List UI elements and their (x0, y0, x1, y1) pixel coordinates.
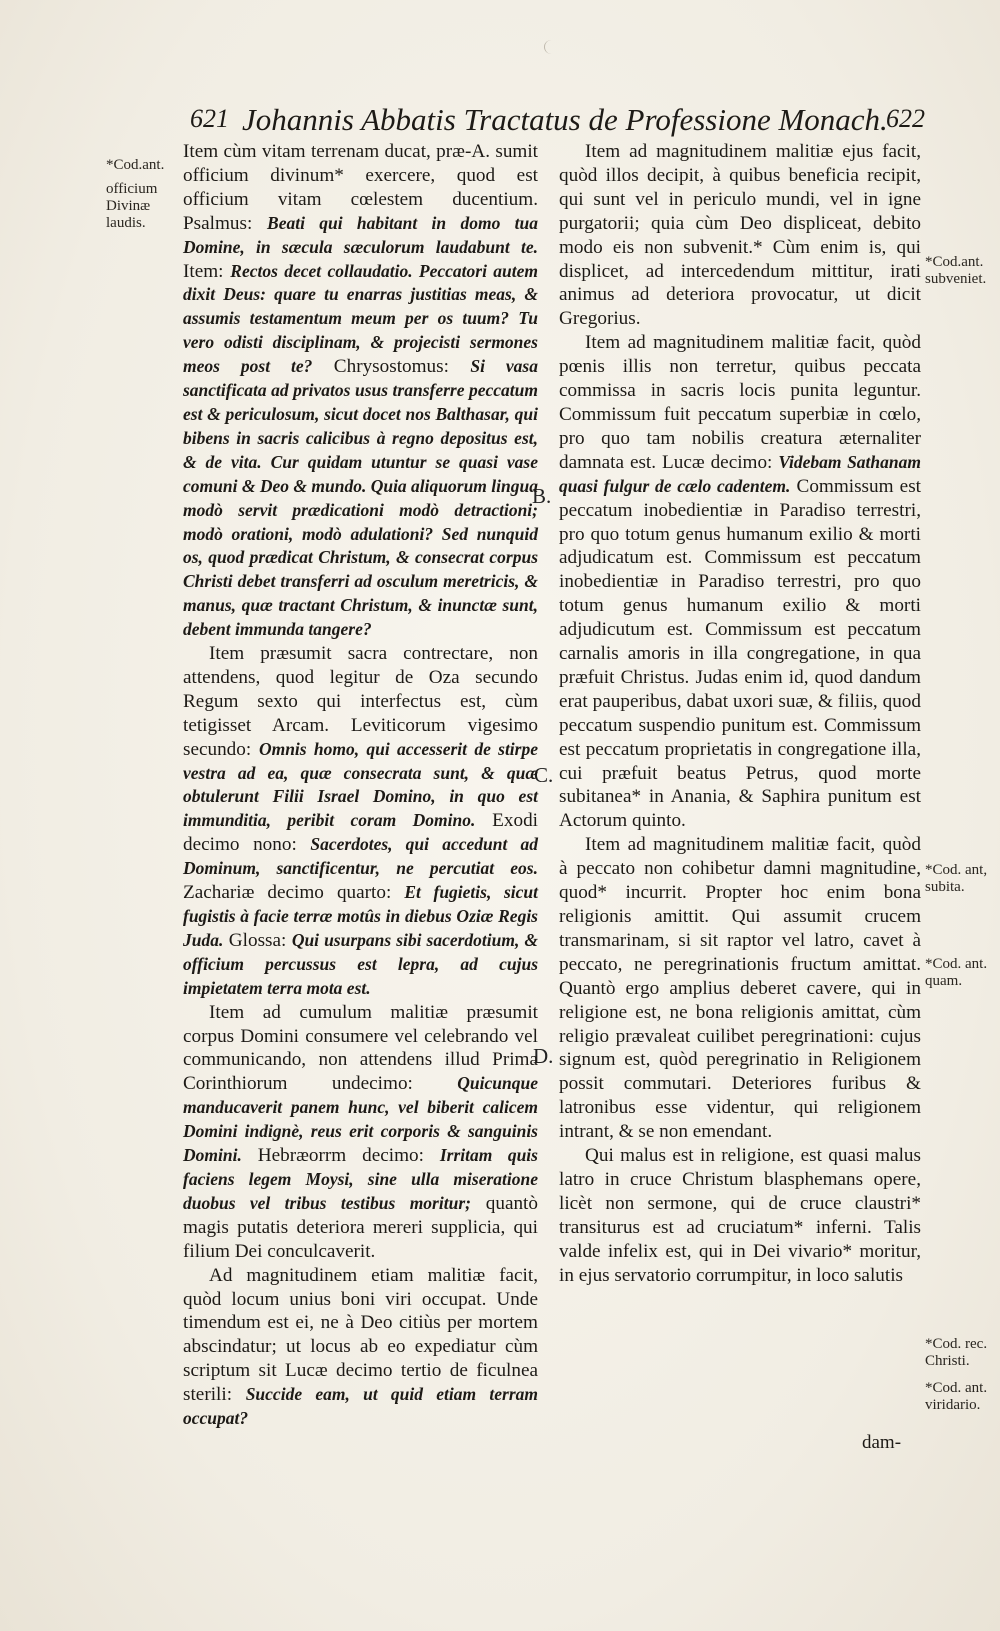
left-column (183, 140, 538, 1431)
margin-note-officium: officium Divinæ laudis. (106, 181, 158, 231)
margin-note-subveniet: *Cod.ant. subveniet. (925, 254, 987, 287)
margin-note-viridario: *Cod. ant. viridario. (925, 1380, 988, 1413)
margin-note-subita: *Cod. ant, subita. (925, 862, 988, 895)
page-number-right: 622 (886, 104, 925, 133)
running-title: Johannis Abbatis Tractatus de Professione Monach. (242, 102, 888, 137)
paragraph: Ad magnitudinem etiam malitiæ facit, quòd locum unius boni viri occupat. Unde timendum est ei, ne à Deo citiùs per mortem abscindatur; ut locus ab eo expediatur cùm scriptum sit Lucæ decimo tertio de ficulnea sterili: Succide eam, ut quid etiam terram occupat? (183, 1264, 538, 1429)
page-blemish (544, 40, 559, 54)
catchword: dam- (862, 1432, 902, 1453)
section-letter-b: B. (532, 484, 552, 508)
paragraph: Item cùm vitam terrenam ducat, præ-A. sumit officium divinum* exercere, quod est officium vitam cœlestem ducentium. Psalmus: Beati qui habitant in domo tua Domine, in sæcula sæculorum laudabunt te. Item: Rectos decet collaudatio. Peccatori autem dixit Deus: quare tu enarras justitias meas, & assumis testamentum meum per os tuum? Tu vero odisti disciplinam, & projecisti sermones meos post te? Chrysostomus: Si vasa sanctificata ad privatos usus transferre peccatum est & periculosum, sicut docet nos Balthasar, qui bibens in sacris calicibus à regno depositus est, & de vita. Cur quidam utuntur se quasi vase comuni & Deo & mundo. Quia aliquorum lingua modò servit prædicationi modò detractioni; modò orationi, modò adulationi? Sed nunquid os, quod prædicat Christum, & consecrat corpus Christi debet transferri ad osculum meretricis, & manus, quæ tractant Christum, & inunctæ sunt, debent immunda tangere? (183, 141, 538, 640)
margin-note-christi: *Cod. rec. Christi. (925, 1336, 988, 1369)
paragraph: Qui malus est in religione, est quasi malus latro in cruce Christum blasphemans opere, licèt non sermone, qui de cruce claustri* transiturus est ad cruciatum* inferni. Talis valde infelix est, qui in Dei vivario* moritur, in ejus servatorio corrumpitur, in loco salutis (559, 1145, 921, 1286)
paragraph: Item præsumit sacra contrectare, non attendens, quod legitur de Oza secundo Regum sexto qui interfectus est, cùm tetigisset Arcam. Leviticorum vigesimo secundo: Omnis homo, qui accesserit de stirpe vestra ad ea, quæ consecrata sunt, & quæ obtulerunt Filii Israel Domino, in quo est immunditia, peribit coram Domino. Exodi decimo nono: Sacerdotes, qui accedunt ad Dominum, sanctificentur, ne percutiat eos. Zachariæ decimo quarto: Et fugietis, sicut fugistis à facie terræ motûs in diebus Oziæ Regis Juda. Glossa: Qui usurpans sibi sacerdotium, & officium percussus est lepra, ad cujus impietatem terra mota est. (183, 643, 539, 998)
paragraph: Item ad cumulum malitiæ præsumit corpus Domini consumere vel celebrando vel communicando, non attendens illud Prima Corinthiorum undecimo: Quicunque manducaverit panem hunc, vel biberit calicem Domini indignè, reus erit corporis & sanguinis Domini. Hebræorrm decimo: Irritam quis faciens legem Moysi, sine ulla miseratione duobus vel tribus testibus moritur; quantò magis putatis deteriora mereri supplicia, qui filium Dei conculcaverit. (183, 1001, 538, 1262)
paragraph: Item ad magnitudinem malitiæ facit, quòd pœnis illis non terretur, quibus peccata commissa in sacris locis punita leguntur. Commissum fuit peccatum superbiæ in cœlo, pro quo tam nobilis creatura æternaliter damnata est. Lucæ decimo: Videbam Sathanam quasi fulgur de cælo cadentem. Commissum est peccatum inobedientiæ in Paradiso terrestri, pro quo totum genus humanum exilio & morti adjudicatum est. Commissum est peccatum inobedientiæ in Paradiso terrestri, pro quo totum genus humanum exilio & morti adjudicutum est. Commissum est peccatum carnalis amoris in illa congregatione, in qua præfuit Christus. Judas enim id, quod dandum erat pauperibus, dabat uxori suæ, & filiis, quod peccatum suspendio punitum est. Commissum est peccatum proprietatis in congregatione illa, cui præfuit beatus Petrus, quod morte subitanea* in Anania, & Saphira punitum est Actorum quinto. (559, 332, 921, 832)
section-letter-d: D. (533, 1044, 554, 1068)
paragraph: Item ad magnitudinem malitiæ facit, quòd à peccato non cohibetur damni magnitudine, quod* incurrit. Propter hoc enim bona religionis amittit. Qui assumit crucem transmarinam, si sit raptor vel latro, cavet à peccato, ne peregrinationis fructum amittat. Quantò ergo amplius deberet cavere, qui in religione est, ne bona religionis amittat, cùm religio prævaleat cuilibet peregrinationi: cujus signum est, quòd peregrinatio in Religionem possit commutari. Deteriores furibus & latronibus esse videntur, qui religionem intrant, & se non emendant. (559, 834, 921, 1143)
right-column (559, 140, 921, 1288)
section-letter-c: C. (534, 763, 554, 787)
running-header (190, 96, 925, 138)
paragraph: Item ad magnitudinem malitiæ ejus facit, quòd illos decipit, à quibus beneficia recipit, qui sunt vel in periculo mundi, vel in igne purgatorii; quia cùm Deo displiceat, debito modo eis non subvenit.* Cùm enim is, qui displicet, ad intercedendum mittitur, irati animus ad deteriora provocatur, ut dicit Gregorius. (559, 141, 921, 330)
margin-note-quam: *Cod. ant. quam. (925, 956, 988, 989)
margin-note-cod-ant: *Cod.ant. (106, 157, 165, 173)
page-number-left: 621 (190, 104, 229, 133)
